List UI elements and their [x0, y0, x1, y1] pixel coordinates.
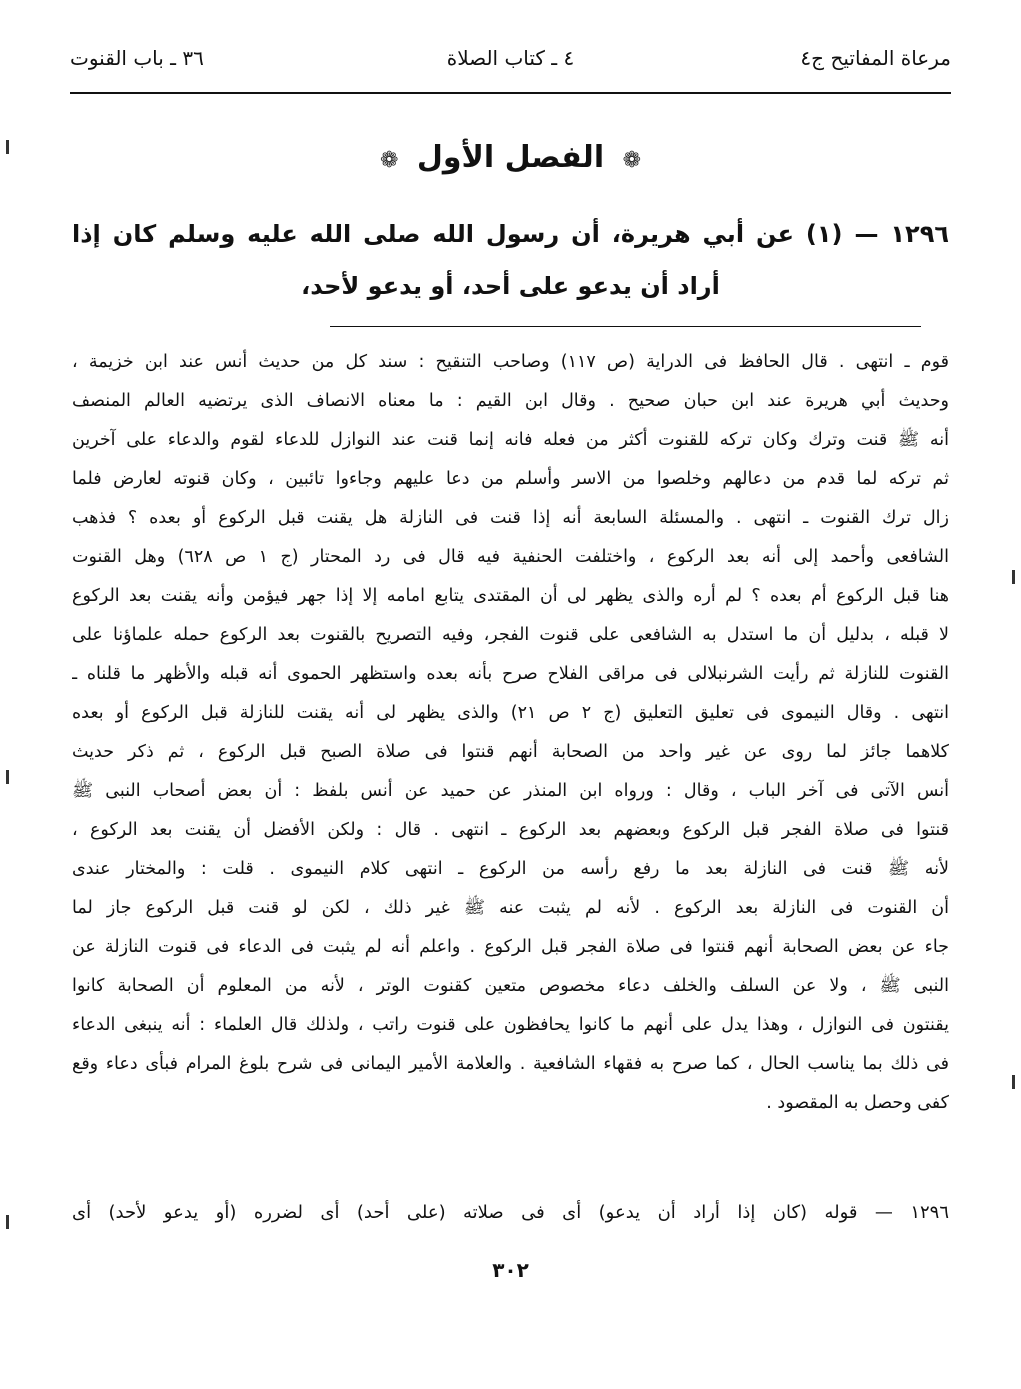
- commentary-line: أنس الآتى فى آخر الباب ، وقال : ورواه ابن المنذر عن حميد عن أنس بلفظ : أن بعض أصحاب النبى ﷺ: [72, 781, 949, 801]
- commentary-line: زال ترك القنوت ـ انتهى . والمسئلة السابعة أنه إذا قنت فى النازلة هل يقنت قبل الركوع أو بعده ؟ فذهب: [72, 508, 949, 528]
- commentary-line: قوم ـ انتهى . قال الحافظ فى الدراية (ص ١١٧) وصاحب التنقيح : سند كل من حديث أنس عند ابن خزيمة ،: [72, 352, 949, 372]
- commentary-line: أنه ﷺ قنت وترك وكان تركه للقنوت أكثر من فعله فانه إنما قنت عند النوازل للدعاء لقوم والدعاء على آخرين: [72, 430, 949, 450]
- header-rule: [70, 92, 951, 94]
- scan-mark: [1012, 570, 1015, 584]
- commentary-line: فى ذلك بما يناسب الحال ، كما صرح به فقهاء الشافعية . والعلامة الأمير اليمانى فى شرح بلوغ المرام فبأى دعاء وقع: [72, 1054, 949, 1074]
- ornament-icon: ❁: [622, 148, 641, 173]
- scan-mark: [1012, 1075, 1015, 1089]
- hadith-text: ١٢٩٦ — (١) عن أبي هريرة، أن رسول الله صلى الله عليه وسلم كان إذا أراد أن يدعو على أحد، أو يدعو لأحد،: [72, 220, 949, 300]
- header-book-title: مرعاة المفاتيح ج٤: [800, 46, 951, 70]
- commentary-line: الشافعى وأحمد إلى أنه بعد الركوع ، واختلفت الحنفية فيه قال فى رد المحتار (ج ١ ص ٦٢٨) وهل القنوت: [72, 547, 949, 567]
- commentary-body: [72, 343, 949, 1123]
- section-title-text: الفصل الأول: [416, 140, 605, 175]
- commentary-line: القنوت للنازلة ثم رأيت الشرنبلالى فى مراقى الفلاح صرح بأنه بعده واستظهر الحموى أنه قبله والأظهر ما قلناه ـ: [72, 664, 949, 684]
- commentary-line: جاء عن بعض الصحابة أنهم قنتوا فى صلاة الفجر قبل الركوع . واعلم أنه لم يثبت فى الدعاء فى قنوت النازلة عن: [72, 937, 949, 957]
- next-commentary-line: ١٢٩٦ — قوله (كان إذا أراد أن يدعو) أى فى صلاته (على أحد) أى لضرره (أو يدعو لأحد) أى: [72, 1202, 949, 1223]
- commentary-line: كلاهما جائز لما روى عن غير واحد من الصحابة أنهم قنتوا فى صلاة الصبح قبل الركوع ، ثم ذكر حديث: [72, 742, 949, 762]
- commentary-line: هنا قبل الركوع أم بعده ؟ لم أره والذى يظهر لى أن المقتدى يتابع امامه إلا إذا جهر فيؤمن وأنه يقنت بعد الركوع: [72, 586, 949, 606]
- scan-mark: [6, 140, 9, 154]
- running-header: [70, 40, 951, 90]
- commentary-line: لا قبله ، بدليل أن ما استدل به الشافعى على قنوت الفجر، وفيه التصريح بالقنوت بعد الركوع حمله علماؤنا على: [72, 625, 949, 645]
- commentary-line: ثم تركه لما قدم من دعالهم وخلصوا من الاسر وأسلم من دعا عليهم وجاءوا تائبين ، وكان قنوته لعارض فلما: [72, 469, 949, 489]
- commentary-line: كفى وحصل به المقصود .: [766, 1093, 949, 1113]
- commentary-line: وحديث أبي هريرة عند ابن حبان صحيح . وقال ابن القيم : ما معناه الانصاف الذى يرتضيه العالم المنصف: [72, 391, 949, 411]
- scan-mark: [6, 770, 9, 784]
- header-chapter: ٤ ـ كتاب الصلاة: [446, 46, 575, 70]
- page-number: ٣٠٢: [492, 1258, 529, 1282]
- commentary-line: قنتوا فى صلاة الفجر قبل الركوع وبعضهم بعد الركوع ـ انتهى . قال : ولكن الأفضل أن يقنت بعد الركوع ،: [72, 820, 949, 840]
- scan-mark: [6, 1215, 9, 1229]
- header-section: ٣٦ ـ باب القنوت: [70, 46, 204, 70]
- commentary-line: النبى ﷺ ، ولا عن السلف والخلف دعاء مخصوص متعين كقنوت الوتر ، لأنه من المعلوم أن الصحابة كانوا: [72, 976, 949, 996]
- commentary-line: أن القنوت فى النازلة بعد الركوع . لأنه لم يثبت عنه ﷺ غير ذلك ، لكن لو قنت قبل الركوع جاز لما: [72, 898, 949, 918]
- ornament-icon: ❁: [379, 148, 399, 173]
- section-title: [0, 140, 1021, 175]
- commentary-line: لأنه ﷺ قنت فى النازلة بعد ما رفع رأسه من الركوع ـ انتهى كلام النيموى . قلت : والمختار عندى: [72, 859, 949, 879]
- text-divider: [330, 326, 921, 327]
- commentary-line: يقنتون فى النوازل ، وهذا يدل على أنهم ما كانوا يحافظون على قنوت راتب ، ولذلك قال العلماء : أنه ينبغى الدعاء: [72, 1015, 949, 1035]
- commentary-line: انتهى . وقال النيموى فى تعليق التعليق (ج ٢ ص ٢١) والذى يظهر لى أنه يقنت للنازلة قبل الركوع أو بعده: [72, 703, 949, 723]
